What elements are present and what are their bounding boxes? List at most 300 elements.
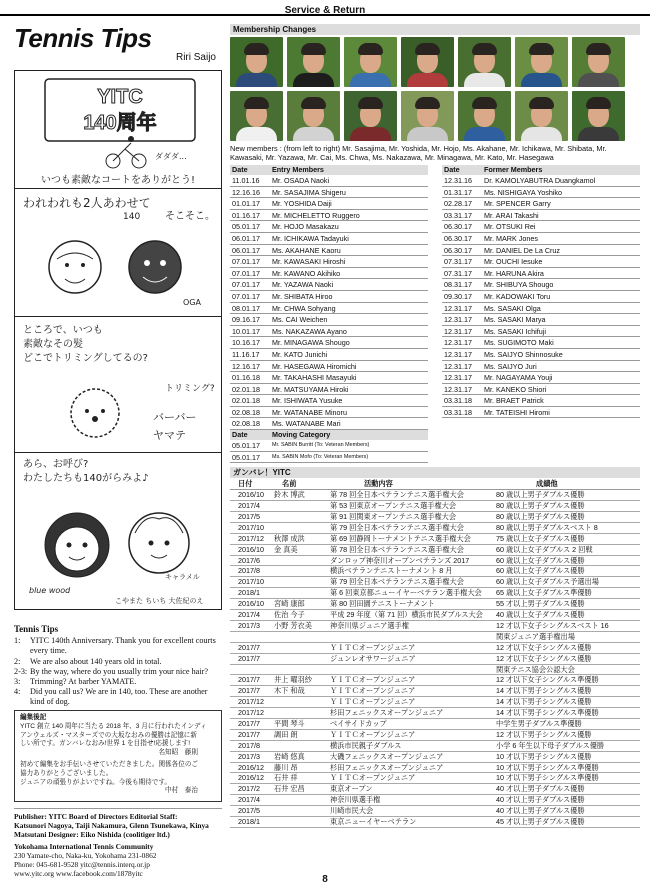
publisher-address: 230 Yamate-cho, Naka-ku, Yokohama 231-0862 [14, 850, 157, 860]
member-date: 07.31.17 [444, 257, 472, 267]
comic-text: OGA [183, 298, 201, 307]
member-name: Ms. NISHIGAYA Yoshiko [484, 187, 563, 197]
member-name: Ms. SAIJYO Shinnosuke [484, 349, 563, 359]
achievement-result: 65 歳以上女子ダブルス準優勝 [496, 588, 592, 598]
member-date: 06.30.17 [444, 233, 472, 243]
achievement-event: ＹＩＴＣオープンジュニア [330, 697, 416, 707]
achievement-date: 2017/7 [238, 675, 260, 685]
moving-table-header [230, 430, 428, 440]
achievement-date: 2017/3 [238, 620, 260, 630]
achievement-row [230, 643, 640, 654]
former-table-header [442, 165, 640, 175]
achievement-event: 川崎市民大会 [330, 806, 374, 816]
comic-text: YITC [97, 86, 143, 108]
member-date: 03.31.18 [444, 407, 472, 417]
member-date: 06.01.17 [232, 245, 260, 255]
achievement-row [230, 632, 640, 643]
section-header [0, 0, 650, 16]
entry-member-row [230, 337, 428, 349]
member-photo [401, 37, 454, 87]
achievement-event: 第 79 回全日本ベテランテニス選手権大会 [330, 577, 464, 587]
member-name: Mr. WATANABE Minoru [272, 407, 347, 417]
member-photo [344, 91, 397, 141]
former-member-row [442, 395, 640, 407]
member-date: 12.31.17 [444, 373, 472, 383]
achievement-date [230, 632, 274, 642]
gambaru-section [230, 467, 640, 828]
comic-text: ダダダ... [155, 152, 187, 161]
achievement-row [230, 588, 640, 599]
achievement-result: 12 才以下女子シングルス準優勝 [496, 675, 599, 685]
entry-member-row [230, 407, 428, 419]
entry-member-row [230, 372, 428, 384]
member-date: 12.31.17 [444, 384, 472, 394]
publisher-info [14, 808, 222, 878]
member-photo-body [350, 127, 391, 141]
achievement-result: 60 歳以上女子ダブルス 2 回戦 [496, 544, 593, 554]
member-name: Mr. SABIN Burritt (To: Veteran Members) [272, 442, 370, 449]
member-date: 07.31.17 [444, 268, 472, 278]
member-date: 07.01.17 [232, 291, 260, 301]
member-photo [458, 91, 511, 141]
achievement-result: 10 才以下男子シングルス準優勝 [496, 773, 599, 783]
member-photo [572, 37, 625, 87]
achievement-result: 関東テニス協会公認大会 [496, 664, 575, 674]
achievement-row [230, 501, 640, 512]
comic-panel-1-drawing [15, 71, 221, 189]
member-date: 12.31.17 [444, 338, 472, 348]
member-name: Mr. MINAGAWA Shougo [272, 338, 350, 348]
member-name: Ms. SABIN Mofo (To: Veteran Members) [272, 453, 369, 460]
member-photo [230, 91, 283, 141]
achievement-row [230, 523, 640, 534]
comic-text: 140 [123, 212, 141, 222]
achievement-result: 45 才以上男子ダブルス優勝 [496, 816, 585, 826]
member-date: 07.01.17 [232, 257, 260, 267]
comic-panel-3-drawing [15, 317, 221, 453]
member-date: 02.08.18 [232, 407, 260, 417]
achievement-name: 秋澤 成洪 [274, 533, 305, 543]
achievement-name: 鈴木 博武 [274, 490, 305, 500]
achievement-result: 14 才以下男子シングルス準優勝 [496, 708, 599, 718]
entry-member-row [230, 314, 428, 326]
achievement-result: 10 才以下男子シングルス優勝 [496, 751, 592, 761]
entry-member-row [230, 210, 428, 222]
achievement-name: 木下 和哉 [274, 686, 305, 696]
member-photo-body [578, 127, 619, 141]
achievement-result: 12 才以下女子シングルス優勝 [496, 642, 592, 652]
achievement-row [230, 654, 640, 665]
member-name: Mr. YAZAWA Naoki [272, 280, 334, 290]
member-date: 02.08.18 [232, 419, 260, 429]
achievement-row [230, 490, 640, 501]
member-photo [572, 91, 625, 141]
comic-text: トリミング? [165, 384, 215, 394]
achievement-row [230, 534, 640, 545]
entry-table-header [230, 165, 428, 175]
achievement-result: 14 才以下男子シングルス優勝 [496, 697, 592, 707]
achievement-date: 2017/5 [238, 806, 260, 816]
entry-members-table [230, 165, 428, 463]
entry-member-row [230, 175, 428, 187]
achievement-event: 第 80 回田園テニストーナメント [330, 599, 435, 609]
entry-member-row [230, 349, 428, 361]
member-date: 09.30.17 [444, 291, 472, 301]
achievement-result: 小学 6 年生以下母子ダブルス優勝 [496, 740, 605, 750]
comic-text: こやまた ちいち 大佐紀のえ [115, 597, 204, 605]
tip-text: Trimming? At barber YAMATE. [30, 677, 137, 687]
member-date: 01.31.17 [444, 187, 472, 197]
former-member-row [442, 233, 640, 245]
member-photo-body [464, 73, 505, 87]
member-date: 10.16.17 [232, 338, 260, 348]
comic-text: いつも素敵なコートをありがとう! [40, 175, 196, 186]
comic-text: われわれも2人あわせて [23, 196, 151, 210]
tip-item [14, 636, 222, 656]
achievement-result: 12 才以下女子シングルスベスト 16 [496, 620, 609, 630]
former-member-row [442, 303, 640, 315]
achievement-row [230, 730, 640, 741]
member-name: Ms. SASAKI Olga [484, 303, 541, 313]
achievement-row [230, 545, 640, 556]
editor-note-line: 初めて編集をお手伝いさせていただきました。関係各位のご [20, 760, 199, 768]
former-member-row [442, 198, 640, 210]
member-photo-body [293, 73, 334, 87]
member-photo [515, 37, 568, 87]
achievement-date: 2016/10 [238, 544, 264, 554]
former-member-row [442, 407, 640, 419]
achievement-name: 小野 芳衣美 [274, 620, 312, 630]
achievement-row [230, 556, 640, 567]
achievement-name: 石井 宏昌 [274, 784, 305, 794]
entry-member-row [230, 279, 428, 291]
achievement-event: 第 91 回関東オープンテニス選手権大会 [330, 512, 457, 522]
achievement-row [230, 610, 640, 621]
member-name: Ms. SASAKI Ichifuji [484, 326, 546, 336]
achievement-date: 2017/4 [238, 795, 260, 805]
tip-item [14, 657, 222, 667]
comic-panel-1 [15, 71, 221, 189]
achievement-result: 80 歳以上男子ダブルス優勝 [496, 501, 585, 511]
achievement-event [330, 632, 496, 642]
achievement-event: ＹＩＴＣオープンジュニア [330, 675, 416, 685]
publisher-org: Yokohama International Tennis Community [14, 841, 154, 851]
achievement-name [274, 577, 330, 587]
member-photo-hair [244, 97, 269, 109]
member-photo-hair [529, 97, 554, 109]
member-date: 01.16.17 [232, 210, 260, 220]
tip-item [14, 677, 222, 687]
member-photo-body [521, 127, 562, 141]
member-date: 02.01.18 [232, 384, 260, 394]
member-photo-hair [586, 97, 611, 109]
achievement-result: 40 才以上男子ダブルス優勝 [496, 784, 585, 794]
member-name: Ms. NAKAZAWA Ayano [272, 326, 347, 336]
entry-member-row [230, 221, 428, 233]
achievement-event: ＹＩＴＣオープンジュニア [330, 642, 416, 652]
editor-note-signature: 中村 泰治 [165, 787, 198, 795]
member-photo-hair [415, 97, 440, 109]
member-name: Mr. BRAET Patrick [484, 396, 544, 406]
member-name: Mr. DANIEL De La Cruz [484, 245, 561, 255]
achievement-event: 第 6 回東京都ニューイヤーベテラン選手権大会 [330, 588, 482, 598]
member-date: 07.01.17 [232, 280, 260, 290]
achievement-date: 2016/10 [238, 490, 264, 500]
achievement-date: 2017/2 [238, 784, 260, 794]
member-photo-body [407, 73, 448, 87]
comic-panel-4 [15, 453, 221, 609]
achievement-name: 平間 琴斗 [274, 718, 305, 728]
achievement-date: 2017/10 [238, 577, 264, 587]
moving-member-row [230, 452, 428, 464]
achievement-row [230, 665, 640, 676]
achievement-event: 東京ニューイヤーベテラン [330, 816, 417, 826]
achievement-event: ＹＩＴＣオープンジュニア [330, 729, 416, 739]
achievement-date: 2016/12 [238, 762, 264, 772]
achievement-event: 平成 29 年度（第 71 回）横浜市民ダブルス大会 [330, 610, 483, 620]
entry-member-row [230, 187, 428, 199]
achievement-date: 2017/7 [238, 686, 260, 696]
member-date: 01.01.17 [232, 199, 260, 209]
achievement-date: 2017/3 [238, 751, 260, 761]
achievement-row [230, 577, 640, 588]
tips-heading: Tennis Tips [14, 624, 59, 634]
achievement-date: 2017/12 [238, 708, 264, 718]
comic-text: あら、お呼び? [23, 459, 89, 470]
achievement-result: 60 歳以上女子ダブルス優勝 [496, 566, 585, 576]
member-photo [230, 37, 283, 87]
member-photo-body [464, 127, 505, 141]
former-name-header: Former Members [484, 165, 543, 174]
member-date: 02.01.18 [232, 396, 260, 406]
achievement-date: 2016/12 [238, 773, 264, 783]
comic-text: ヤマテ [153, 429, 186, 442]
tennis-tips-text [14, 624, 222, 708]
achievement-name: 岩崎 悠真 [274, 751, 305, 761]
achievement-result: 55 才以上男子ダブルス優勝 [496, 599, 585, 609]
member-photo-hair [244, 43, 269, 55]
entry-member-row [230, 256, 428, 268]
achievement-result: 60 歳以上女子ダブルス予選出場 [496, 577, 599, 587]
editor-note-box [14, 710, 222, 802]
membership-tables [230, 165, 640, 463]
member-date: 06.01.17 [232, 233, 260, 243]
achievement-result: 中学生男子ダブルス準優勝 [496, 718, 582, 728]
achievement-event: 第 78 回全日本ベテランテニス選手権大会 [330, 544, 464, 554]
achievement-event: 大磯フェニックスオープンジュニア [330, 751, 444, 761]
achievement-result: 40 才以上男子ダブルス優勝 [496, 806, 585, 816]
former-member-row [442, 384, 640, 396]
member-date: 12.31.17 [444, 303, 472, 313]
achievement-date: 2017/4 [238, 501, 260, 511]
gambaru-rows [230, 490, 640, 828]
main-content [230, 24, 640, 828]
tip-item [14, 687, 222, 707]
member-photo [458, 37, 511, 87]
member-name: Mr. ICHIKAWA Tadayuki [272, 233, 349, 243]
achievement-date: 2017/8 [238, 740, 260, 750]
former-member-row [442, 175, 640, 187]
achievement-name [274, 566, 330, 576]
member-name: Mr. SHIBATA Hiroo [272, 291, 333, 301]
achievement-name [274, 588, 330, 598]
entry-member-row [230, 326, 428, 338]
tip-text: By the way, where do you usually trim your nice hair? [30, 666, 208, 676]
comic-text: ところで、いつも [23, 325, 103, 336]
comic-panel-4-drawing [15, 453, 221, 609]
tip-number: 3: [14, 677, 21, 687]
tennis-tips-title: Tennis Tips [14, 23, 152, 53]
achievement-row [230, 752, 640, 763]
comic-text: 素敵なその髪 [23, 339, 83, 350]
member-date: 12.31.17 [444, 349, 472, 359]
member-date: 11.01.16 [232, 176, 260, 185]
member-name: Ms. SASAKI Marya [484, 315, 546, 325]
gambaru-name-header: 名前 [282, 479, 297, 489]
achievement-row [230, 784, 640, 795]
comic-text: どこでトリミングしてるの? [23, 353, 148, 364]
comic-text: わたしたちも140がらみよ♪ [23, 473, 149, 484]
achievement-result: 60 歳以上女子ダブルス優勝 [496, 555, 585, 565]
achievement-result: 10 才以下男子シングルス準優勝 [496, 762, 599, 772]
comic-text: キャラメル [165, 573, 200, 581]
member-date: 05.01.17 [232, 441, 260, 451]
former-member-row [442, 187, 640, 199]
member-name: Mr. HARUNA Akira [484, 268, 544, 278]
achievement-date: 2016/10 [238, 599, 264, 609]
achievement-row [230, 686, 640, 697]
moving-name-header: Moving Category [272, 430, 331, 440]
former-member-row [442, 326, 640, 338]
member-date: 05.01.17 [232, 222, 260, 232]
editor-note-signature: 名知昭 藤則 [158, 749, 198, 757]
member-photo [287, 91, 340, 141]
former-member-row [442, 268, 640, 280]
member-name: Mr. ISHIWATA Yusuke [272, 396, 343, 406]
achievement-date: 2017/10 [238, 522, 264, 532]
member-name: Mr. KANEKO Shiori [484, 384, 547, 394]
entry-member-row [230, 418, 428, 430]
achievement-event: ＹＩＴＣオープンジュニア [330, 773, 416, 783]
publisher-web: www.yitc.org www.facebook.com/1878yitc [14, 869, 143, 879]
member-name: Mr. MATSUYAMA Hiroki [272, 384, 349, 394]
member-date: 09.16.17 [232, 315, 260, 325]
comic-panel-3 [15, 317, 221, 453]
achievement-name [274, 741, 330, 751]
member-date: 12.16.17 [232, 361, 260, 371]
editor-note-heading: 編集後記 [20, 714, 47, 721]
member-date: 03.31.17 [444, 210, 472, 220]
entry-member-row [230, 395, 428, 407]
publisher-contact: Phone: 045-681-9528 yitc@tennis.interq.or.jp [14, 860, 150, 870]
achievement-date: 2017/7 [238, 653, 260, 663]
member-photo-hair [358, 43, 383, 55]
member-photo [287, 37, 340, 87]
achievement-name [274, 665, 330, 675]
former-rows [442, 175, 640, 418]
member-date: 02.28.17 [444, 199, 472, 209]
achievement-result: 80 歳以上男子ダブルス優勝 [496, 490, 585, 500]
entry-rows [230, 175, 428, 430]
achievement-row [230, 621, 640, 632]
achievement-date: 2017/6 [238, 555, 260, 565]
member-date: 06.30.17 [444, 222, 472, 232]
achievement-event: 杉田フェニックスオープンジュニア [330, 708, 444, 718]
gambaru-date-header: 日付 [238, 479, 253, 489]
achievement-row [230, 806, 640, 817]
member-photo-grid [230, 37, 640, 141]
member-name: Mr. SHIBUYA Shougo [484, 280, 554, 290]
member-name: Mr. SPENCER Garry [484, 199, 551, 209]
achievement-date: 2017/12 [238, 533, 264, 543]
achievement-name: 金 真美 [274, 544, 298, 554]
achievement-name [274, 643, 330, 653]
achievement-date: 2018/1 [238, 588, 260, 598]
member-name: Mr. MARK Jones [484, 233, 538, 243]
tennis-tips-author: Riri Saijo [175, 52, 216, 63]
achievement-name [274, 817, 330, 827]
comic-panel-2-drawing [15, 189, 221, 317]
achievement-row [230, 697, 640, 708]
former-member-row [442, 349, 640, 361]
tip-text: We are also about 140 years old in total. [30, 656, 162, 666]
member-photo-hair [415, 43, 440, 55]
member-photo-hair [301, 97, 326, 109]
achievement-date: 2017/4 [238, 610, 260, 620]
member-name: Mr. ARAI Takashi [484, 210, 539, 220]
achievement-event: 神奈川県ジュニア選手権 [330, 620, 409, 630]
tip-number: 2-3: [14, 666, 28, 676]
member-photo-hair [358, 97, 383, 109]
member-name: Ms. SUGIMOTO Maki [484, 338, 554, 348]
achievement-row [230, 719, 640, 730]
moving-date-header: Date [232, 430, 248, 440]
achievement-name [274, 654, 330, 664]
member-name: Mr. CHWA Sohyang [272, 303, 336, 313]
achievement-row [230, 773, 640, 784]
former-member-row [442, 221, 640, 233]
member-date: 12.31.17 [444, 361, 472, 371]
member-name: Mr. YOSHIDA Daiji [272, 199, 332, 209]
member-name: Mr. HASEGAWA Hiromichi [272, 361, 357, 371]
member-date: 12.31.17 [444, 315, 472, 325]
former-member-row [442, 361, 640, 373]
member-date: 05.01.17 [232, 452, 260, 462]
former-member-row [442, 210, 640, 222]
member-photo-hair [301, 43, 326, 55]
former-member-row [442, 314, 640, 326]
editor-note-line: しい所です。ガンバレなおみ!世界 1 を目指せ!応援します! [20, 740, 191, 748]
member-name: Ms. AKAHANE Kaoru [272, 245, 341, 255]
member-name: Mr. KAWASAKI Hiroshi [272, 257, 346, 267]
member-name: Mr. NAGAYAMA Youji [484, 373, 553, 383]
publisher-label: Publisher: YITC Board of Directors Editorial Staff: [14, 812, 178, 821]
entry-member-row [230, 198, 428, 210]
achievement-row [230, 763, 640, 774]
achievement-name [274, 523, 330, 533]
member-name: Mr. KAWANO Akihiko [272, 268, 341, 278]
tip-number: 2: [14, 656, 21, 666]
tip-number: 1: [14, 636, 21, 646]
entry-member-row [230, 268, 428, 280]
entry-member-row [230, 233, 428, 245]
achievement-result: 80 歳以上男子ダブルスベスト 8 [496, 522, 598, 532]
gambaru-title: ガンバレ！YITC [230, 467, 640, 478]
achievement-event: ジュンレオサワージュニア [330, 653, 416, 663]
achievement-event [330, 665, 496, 675]
member-date: 12.16.16 [232, 187, 260, 197]
achievement-event: 東京オープン [330, 784, 373, 794]
